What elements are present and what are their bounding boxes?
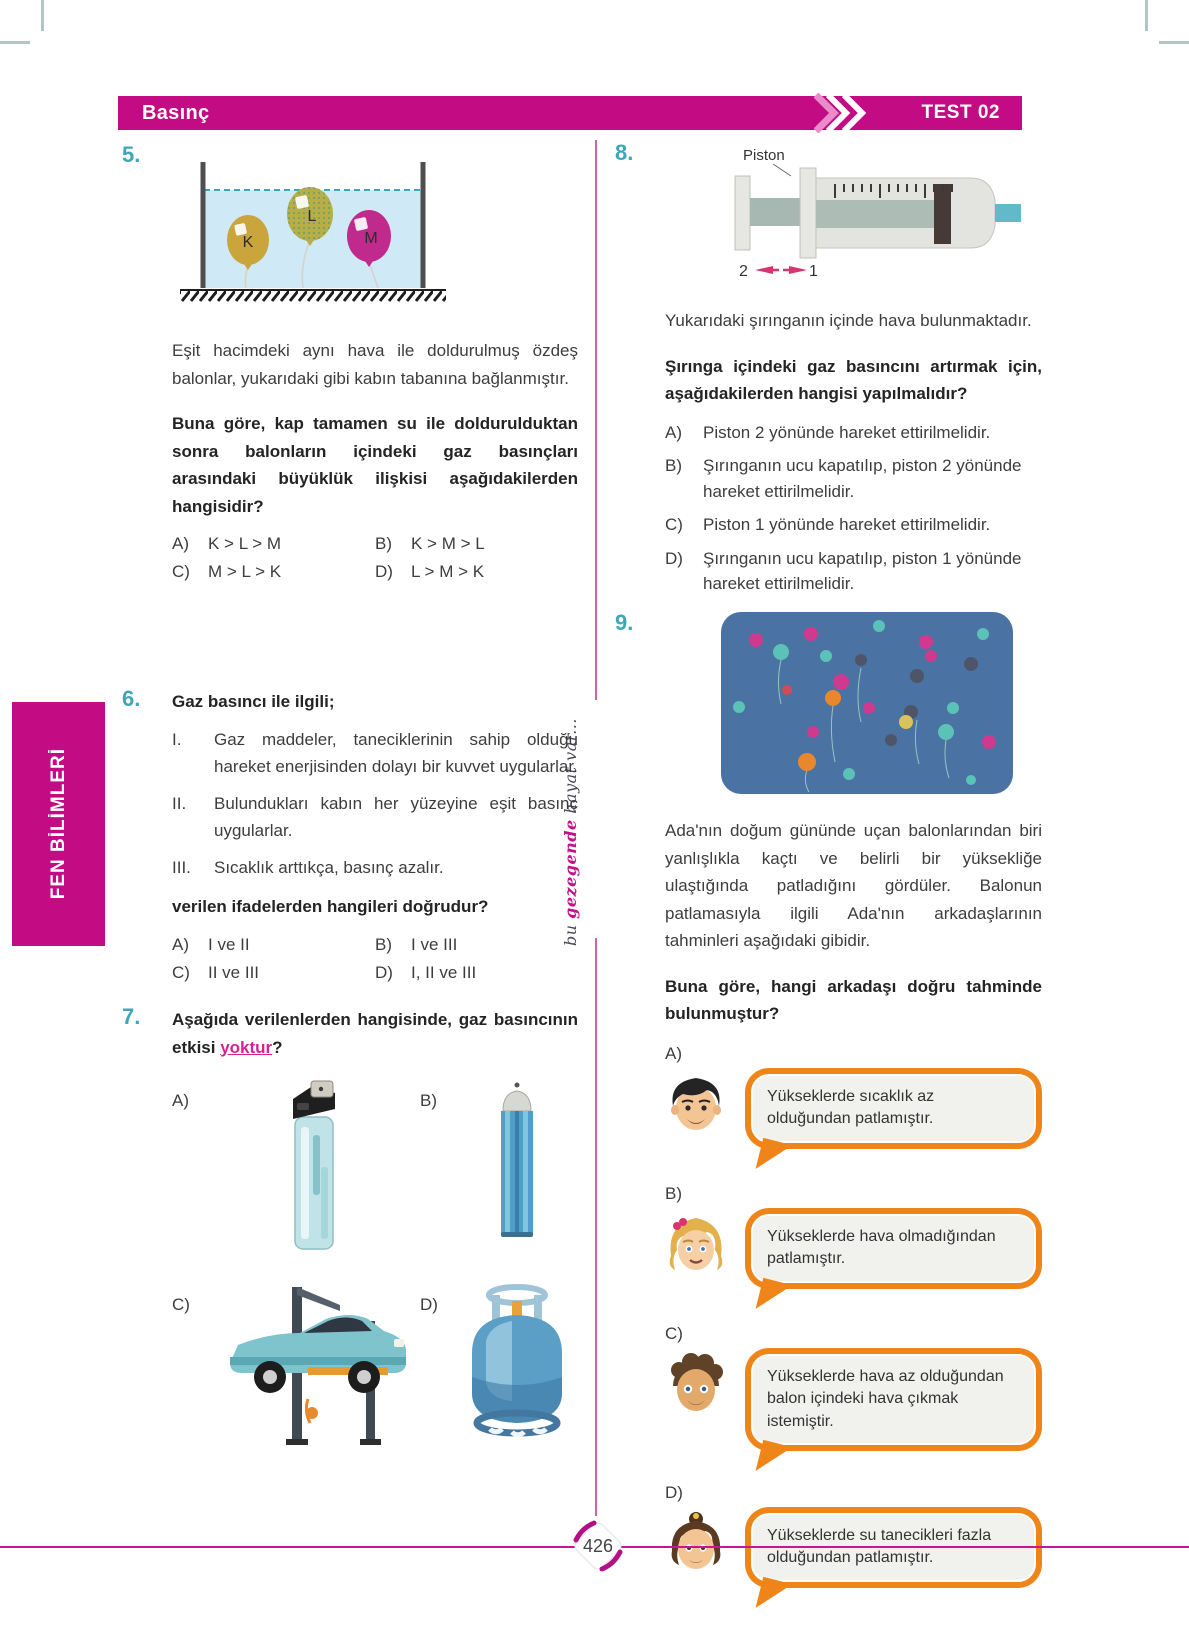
question-5-number: 5.	[122, 142, 141, 167]
option-d: D) L > M > K	[375, 562, 485, 582]
svg-text:K: K	[242, 234, 254, 251]
gas-cylinder-image	[456, 1281, 578, 1449]
crop-mark-top-left-v	[41, 0, 44, 31]
option-c: C) M > L > K	[172, 562, 282, 582]
subject-sidebar	[12, 702, 105, 946]
option-b: B) K > M > L	[375, 534, 485, 554]
question-8-options	[665, 420, 1042, 597]
speech-bubble-tail	[756, 1440, 793, 1478]
crop-mark-top-right-v	[1145, 0, 1148, 31]
decorative-watermark-text: bu gezegende hayat var...	[561, 718, 580, 946]
svg-text:1: 1	[809, 263, 818, 280]
option-d: D) I, II ve III	[375, 963, 477, 982]
question-8-question: Şırınga içindeki gaz basıncını artırmak için, aşağıdakilerden hangisi yapılmalıdır?	[665, 356, 1042, 404]
option-d: D) Şırınganın ucu kapatılıp, piston 1 yönünde hareket ettirilmelidir.	[665, 548, 1022, 594]
speech-bubble-tail	[756, 1277, 793, 1315]
question-8-intro: Yukarıdaki şırınganın içinde hava bulunmaktadır.	[665, 311, 1032, 330]
option-b-row: B) Yükseklerde hava olmadığından patlamıştır.	[665, 1184, 1042, 1296]
option-a: A) Piston 2 yönünde hareket ettirilmelidir.	[665, 422, 991, 442]
car-on-lift-image	[208, 1281, 420, 1449]
boy-brown-curly-avatar-icon	[667, 1352, 725, 1419]
question-9-intro: Ada'nın doğum gününde uçan balonlarından biri yanlışlıkla kaçtı ve belirli bir yüksekliğe ulaştığında patladığını gördüler. Balonun patlamasıyla ilgili Ada'nın arkadaşlarının tahminleri aşağıdaki gibidir.	[665, 821, 1042, 951]
question-8-figure	[695, 142, 1042, 295]
page-number-badge	[566, 1514, 630, 1583]
option-a: A) K > L > M	[172, 534, 282, 554]
option-b-spray-can: B)	[420, 1077, 578, 1255]
svg-text:426: 426	[582, 1536, 614, 1556]
speech-bubble-b	[745, 1208, 1042, 1289]
statement-3: III. Sıcaklık arttıkça, basınç azalır.	[172, 858, 444, 878]
question-6-intro: Gaz basıncı ile ilgili;	[172, 692, 335, 711]
question-6-number: 6.	[122, 686, 141, 711]
crop-mark-top-left-h	[0, 41, 30, 44]
question-9-question: Buna göre, hangi arkadaşı doğru tahminde bulunmuştur?	[665, 976, 1042, 1024]
speech-bubble-tail	[756, 1577, 793, 1615]
question-6-statements	[172, 726, 578, 882]
question-7-number: 7.	[122, 1004, 141, 1029]
question-9	[615, 612, 1042, 1595]
question-5	[122, 144, 578, 582]
question-9-number: 9.	[615, 610, 634, 635]
girl-dark-hair-avatar-icon	[667, 1511, 725, 1578]
column-divider-bottom	[595, 938, 597, 1516]
question-6-options	[172, 935, 578, 983]
question-9-photo	[721, 612, 1042, 799]
speech-bubble-c-text: Yükseklerde hava az olduğundan balon içindeki hava çıkmak istemiştir.	[751, 1354, 1036, 1445]
boy-black-hair-avatar-icon	[667, 1072, 725, 1139]
question-8	[615, 142, 1042, 605]
option-b: B) Şırınganın ucu kapatılıp, piston 2 yönünde hareket ettirilmelidir.	[665, 456, 1022, 501]
question-7	[122, 1006, 578, 1449]
column-divider-top	[595, 140, 597, 700]
option-c-row: C) Yükseklerde hava az olduğundan balon içindeki hava çıkmak istemiştir.	[665, 1324, 1042, 1451]
option-a: A) I ve II	[172, 935, 250, 954]
option-d-gas-cylinder: D)	[420, 1281, 578, 1449]
test-number-label: TEST 02	[921, 102, 1000, 123]
speech-bubble-a	[745, 1068, 1042, 1149]
chevron-right-icon	[814, 93, 884, 138]
question-5-options	[172, 534, 578, 582]
question-8-number: 8.	[615, 140, 634, 165]
option-a-lighter: A)	[172, 1077, 420, 1255]
speech-bubble-a-text: Yükseklerde sıcaklık az olduğundan patlamıştır.	[751, 1074, 1036, 1143]
question-6-question: verilen ifadelerden hangileri doğrudur?	[172, 897, 489, 917]
highlighted-word: yoktur	[220, 1037, 273, 1057]
speech-bubble-b-text: Yükseklerde hava olmadığından patlamıştır.	[751, 1214, 1036, 1283]
option-c: C) Piston 1 yönünde hareket ettirilmelidir.	[665, 515, 991, 535]
speech-bubble-tail	[756, 1137, 793, 1175]
option-c: C) II ve III	[172, 963, 260, 982]
header-bar	[118, 96, 1022, 130]
question-6	[122, 688, 578, 983]
option-d-row: D) Yükseklerde su tanecikleri fazla olduğundan patlamıştır.	[665, 1483, 1042, 1595]
speech-bubble-d-text: Yükseklerde su tanecikleri fazla olduğundan patlamıştır.	[751, 1513, 1036, 1582]
page-title: Basınç	[142, 101, 210, 124]
question-7-question: Aşağıda verilenlerden hangisinde, gaz basıncının etkisi yoktur?	[172, 1010, 578, 1057]
question-5-figure	[172, 146, 578, 319]
option-b: B) I ve III	[375, 935, 458, 954]
speech-bubble-c	[745, 1348, 1042, 1451]
question-5-intro: Eşit hacimdeki aynı hava ile doldurulmuş özdeş balonlar, yukarıdaki gibi kabın tabanına bağlanmıştır.	[172, 341, 578, 388]
question-7-options	[172, 1077, 578, 1449]
girl-blonde-avatar-icon	[667, 1212, 725, 1279]
option-c-car-lift: C)	[172, 1281, 420, 1449]
svg-text:L: L	[307, 208, 317, 225]
option-a-row: A) Yükseklerde sıcaklık az olduğundan patlamıştır.	[665, 1044, 1042, 1156]
svg-text:2: 2	[739, 263, 748, 280]
statement-1: I. Gaz maddeler, taneciklerinin sahip olduğu hareket enerjisinden dolayı bir kuvvet uygularlar.	[172, 729, 578, 776]
svg-text:Piston: Piston	[743, 147, 785, 164]
svg-text:M: M	[364, 230, 378, 247]
question-5-question: Buna göre, kap tamamen su ile doldurulduktan sonra balonların içindeki gaz basınçları arasındaki büyüklük ilişkisi aşağıdakilerden hangisidir?	[172, 414, 578, 516]
lighter-image	[208, 1077, 420, 1255]
spray-can-image	[456, 1077, 578, 1255]
subject-sidebar-label: FEN BİLİMLERİ	[47, 748, 69, 900]
crop-mark-top-right-h	[1159, 41, 1189, 44]
statement-2: II. Bulundukları kabın her yüzeyine eşit basınç uygularlar.	[172, 793, 578, 841]
